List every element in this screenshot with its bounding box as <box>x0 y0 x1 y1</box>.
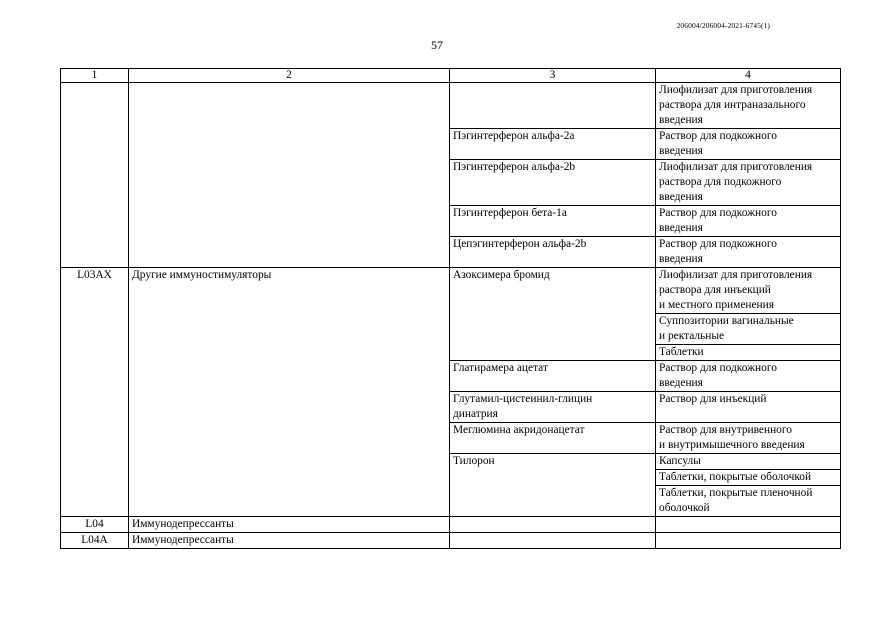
dosage-form-cell: Раствор для внутривенного и внутримышечного введения <box>656 423 841 454</box>
group-name-cell: Иммунодепрессанты <box>129 517 450 533</box>
atc-code-cell: L04 <box>61 517 129 533</box>
drug-name-cell: Пэгинтерферон альфа-2b <box>450 160 656 206</box>
dosage-form-cell: Таблетки, покрытые оболочкой <box>656 470 841 486</box>
drug-name-cell: Глатирамера ацетат <box>450 361 656 392</box>
table-row <box>61 533 841 549</box>
drug-name-cell: Пэгинтерферон бета-1a <box>450 206 656 237</box>
atc-code-cell: L03AX <box>61 268 129 517</box>
dosage-form-cell: Лиофилизат для приготовления раствора для инъекций и местного применения <box>656 268 841 314</box>
table-row <box>61 83 841 129</box>
dosage-form-cell: Раствор для подкожного введения <box>656 129 841 160</box>
column-header: 4 <box>656 69 841 83</box>
column-header: 2 <box>129 69 450 83</box>
dosage-form-cell: Лиофилизат для приготовления раствора для подкожного введения <box>656 160 841 206</box>
dosage-form-cell: Раствор для подкожного введения <box>656 361 841 392</box>
drug-name-cell: Цепэгинтерферон альфа-2b <box>450 237 656 268</box>
table-row <box>61 517 841 533</box>
drug-name-cell <box>450 83 656 129</box>
table-header-row <box>61 69 841 83</box>
drug-name-cell: Глутамил-цистеинил-глицин динатрия <box>450 392 656 423</box>
table-body <box>61 83 841 549</box>
group-name-cell <box>129 83 450 268</box>
drug-name-cell <box>450 533 656 549</box>
dosage-form-cell: Суппозитории вагинальные и ректальные <box>656 314 841 345</box>
dosage-form-cell: Лиофилизат для приготовления раствора для интраназального введения <box>656 83 841 129</box>
drug-name-cell: Меглюмина акридонацетат <box>450 423 656 454</box>
dosage-form-cell: Раствор для подкожного введения <box>656 206 841 237</box>
atc-code-cell <box>61 83 129 268</box>
drug-name-cell <box>450 517 656 533</box>
drug-name-cell: Азоксимера бромид <box>450 268 656 361</box>
dosage-form-cell: Таблетки <box>656 345 841 361</box>
dosage-form-cell <box>656 533 841 549</box>
column-header: 3 <box>450 69 656 83</box>
drug-table <box>60 68 841 549</box>
dosage-form-cell: Раствор для инъекций <box>656 392 841 423</box>
dosage-form-cell <box>656 517 841 533</box>
dosage-form-cell: Таблетки, покрытые пленочной оболочкой <box>656 486 841 517</box>
dosage-form-cell: Раствор для подкожного введения <box>656 237 841 268</box>
group-name-cell: Иммунодепрессанты <box>129 533 450 549</box>
drug-name-cell: Пэгинтерферон альфа-2a <box>450 129 656 160</box>
page-number: 57 <box>431 38 443 52</box>
document-id: 206004/206004-2021-6745(1) <box>676 21 770 30</box>
dosage-form-cell: Капсулы <box>656 454 841 470</box>
table-row <box>61 268 841 314</box>
drug-name-cell: Тилорон <box>450 454 656 517</box>
atc-code-cell: L04A <box>61 533 129 549</box>
column-header: 1 <box>61 69 129 83</box>
group-name-cell: Другие иммуностимуляторы <box>129 268 450 517</box>
